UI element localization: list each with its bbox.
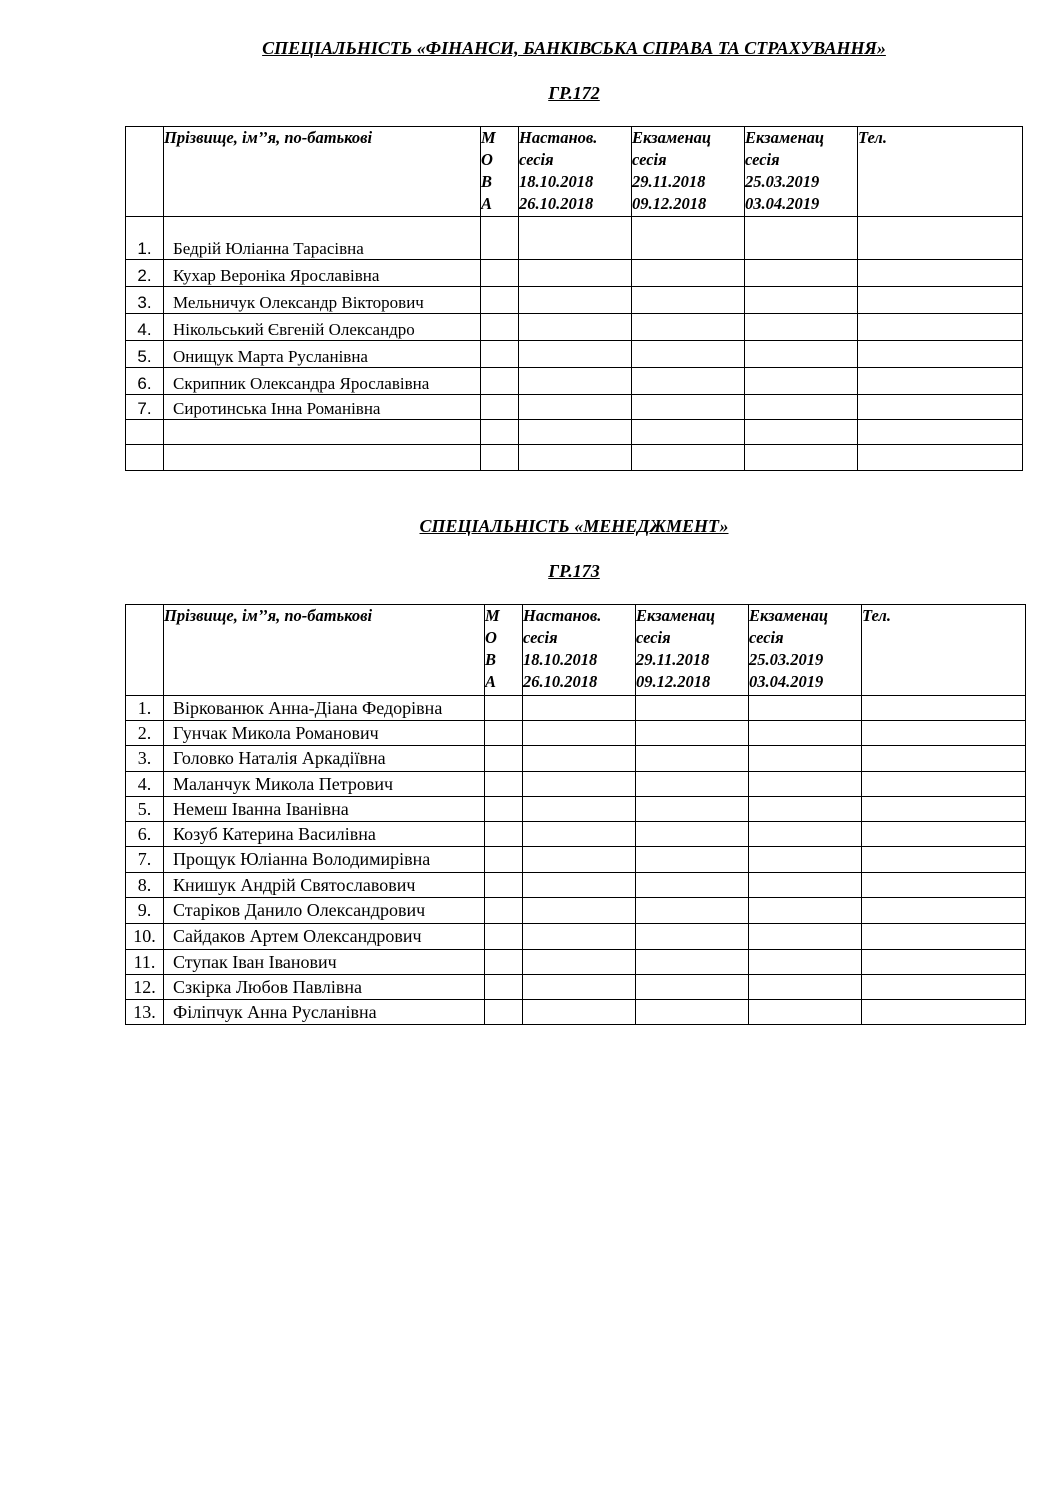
- language-column-header: [485, 605, 523, 696]
- table-row: [126, 822, 1026, 847]
- table-row: [126, 772, 1026, 797]
- row-number: 4.: [126, 314, 164, 341]
- phone-cell: [862, 772, 1026, 797]
- student-name: Головко Наталія Аркадіївна: [164, 746, 485, 772]
- exam-session-1-header: [632, 127, 745, 217]
- table-row: [126, 314, 1023, 341]
- header-line: В: [481, 172, 493, 191]
- table-row: [126, 217, 1023, 260]
- phone-cell: [862, 721, 1026, 746]
- group-172-table: [125, 126, 1023, 471]
- number-column-header: [126, 605, 164, 696]
- exam-session-2-cell: [749, 847, 862, 873]
- header-line: Екзаменац: [745, 128, 825, 147]
- student-name: [164, 420, 481, 445]
- table-row: [126, 1000, 1026, 1025]
- phone-cell: [862, 975, 1026, 1000]
- exam-session-1-cell: [632, 341, 745, 368]
- header-line: Екзаменац: [632, 128, 712, 147]
- language-cell: [485, 924, 523, 950]
- exam-session-2-cell: [745, 287, 858, 314]
- language-cell: [485, 975, 523, 1000]
- language-cell: [481, 368, 519, 395]
- row-number: 1.: [126, 217, 164, 260]
- language-column-header: [481, 127, 519, 217]
- language-cell: [481, 420, 519, 445]
- orientation-session-cell: [519, 445, 632, 471]
- exam-session-2-cell: [749, 924, 862, 950]
- exam-session-1-cell: [636, 950, 749, 975]
- table-row: [126, 445, 1023, 471]
- orientation-session-cell: [519, 395, 632, 420]
- orientation-session-cell: [523, 873, 636, 898]
- row-number: [126, 420, 164, 445]
- exam-session-2-cell: [749, 975, 862, 1000]
- row-number: 4.: [126, 772, 164, 797]
- header-line: 25.03.2019: [749, 650, 824, 669]
- row-number: [126, 445, 164, 471]
- student-name: Сиротинська Інна Романівна: [164, 395, 481, 420]
- exam-session-1-cell: [632, 395, 745, 420]
- exam-session-2-cell: [745, 217, 858, 260]
- row-number: 3.: [126, 746, 164, 772]
- exam-session-1-cell: [632, 368, 745, 395]
- row-number: 6.: [126, 368, 164, 395]
- header-line: Екзаменац: [749, 606, 829, 625]
- exam-session-2-cell: [745, 260, 858, 287]
- row-number: 11.: [126, 950, 164, 975]
- group-173-table: [125, 604, 1026, 1025]
- header-line: Настанов.: [519, 128, 598, 147]
- exam-session-2-cell: [745, 445, 858, 471]
- exam-session-1-cell: [636, 1000, 749, 1025]
- phone-cell: [858, 445, 1023, 471]
- orientation-session-cell: [523, 696, 636, 721]
- phone-cell: [858, 217, 1023, 260]
- specialty-heading-management: СПЕЦІАЛЬНІСТЬ «МЕНЕДЖМЕНТ»: [419, 516, 729, 536]
- exam-session-1-cell: [636, 975, 749, 1000]
- header-line: сесія: [636, 628, 671, 647]
- exam-session-1-cell: [636, 822, 749, 847]
- row-number: 9.: [126, 898, 164, 924]
- name-column-header: Прізвище, ім’’я, по-батькові: [164, 127, 481, 217]
- language-cell: [485, 950, 523, 975]
- language-cell: [485, 797, 523, 822]
- orientation-session-cell: [523, 772, 636, 797]
- header-line: М: [481, 128, 496, 147]
- phone-cell: [862, 822, 1026, 847]
- exam-session-2-cell: [749, 822, 862, 847]
- header-line: сесія: [745, 150, 780, 169]
- student-name: Книшук Андрій Святославович: [164, 873, 485, 898]
- student-name: Скрипник Олександра Ярославівна: [164, 368, 481, 395]
- orientation-session-cell: [523, 797, 636, 822]
- orientation-session-cell: [519, 341, 632, 368]
- exam-session-2-cell: [749, 721, 862, 746]
- phone-cell: [862, 898, 1026, 924]
- student-name: Філіпчук Анна Русланівна: [164, 1000, 485, 1025]
- group-172-body: [126, 217, 1023, 471]
- exam-session-2-cell: [749, 746, 862, 772]
- header-line: сесія: [749, 628, 784, 647]
- table-row: [126, 873, 1026, 898]
- group-173-body: [126, 696, 1026, 1025]
- row-number: 13.: [126, 1000, 164, 1025]
- table-row: [126, 950, 1026, 975]
- phone-cell: [862, 924, 1026, 950]
- exam-session-2-cell: [745, 368, 858, 395]
- student-name: Старіков Данило Олександрович: [164, 898, 485, 924]
- exam-session-1-cell: [636, 847, 749, 873]
- orientation-session-cell: [523, 950, 636, 975]
- exam-session-2-cell: [749, 950, 862, 975]
- header-line: В: [485, 650, 497, 669]
- exam-session-1-cell: [636, 696, 749, 721]
- student-name: Кухар Вероніка Ярославівна: [164, 260, 481, 287]
- orientation-session-cell: [523, 924, 636, 950]
- phone-cell: [858, 368, 1023, 395]
- header-line: О: [481, 150, 493, 169]
- phone-cell: [858, 287, 1023, 314]
- table-row: [126, 975, 1026, 1000]
- table-row: [126, 898, 1026, 924]
- phone-cell: [858, 395, 1023, 420]
- orientation-session-cell: [519, 314, 632, 341]
- header-line: 25.03.2019: [745, 172, 820, 191]
- exam-session-2-cell: [745, 314, 858, 341]
- orientation-session-cell: [519, 420, 632, 445]
- language-cell: [485, 696, 523, 721]
- orientation-session-cell: [523, 898, 636, 924]
- orientation-session-cell: [519, 368, 632, 395]
- language-cell: [485, 721, 523, 746]
- exam-session-1-cell: [632, 420, 745, 445]
- language-cell: [485, 898, 523, 924]
- row-number: 1.: [126, 696, 164, 721]
- header-line: 18.10.2018: [519, 172, 594, 191]
- student-name: Козуб Катерина Василівна: [164, 822, 485, 847]
- table-row: [126, 847, 1026, 873]
- language-cell: [485, 746, 523, 772]
- row-number: 10.: [126, 924, 164, 950]
- exam-session-1-cell: [632, 287, 745, 314]
- row-number: 2.: [126, 721, 164, 746]
- row-number: 6.: [126, 822, 164, 847]
- exam-session-2-cell: [745, 420, 858, 445]
- table-row: [126, 746, 1026, 772]
- header-line: 03.04.2019: [745, 194, 820, 213]
- exam-session-1-cell: [636, 924, 749, 950]
- student-name: Віркованюк Анна-Діана Федорівна: [164, 696, 485, 721]
- exam-session-2-cell: [749, 898, 862, 924]
- header-line: М: [485, 606, 500, 625]
- phone-cell: [862, 1000, 1026, 1025]
- table-row: [126, 287, 1023, 314]
- row-number: 8.: [126, 873, 164, 898]
- student-name: Прощук Юліанна Володимирівна: [164, 847, 485, 873]
- header-line: 03.04.2019: [749, 672, 824, 691]
- student-name: [164, 445, 481, 471]
- phone-cell: [858, 314, 1023, 341]
- phone-cell: [862, 696, 1026, 721]
- student-name: Сайдаков Артем Олександрович: [164, 924, 485, 950]
- table-row: [126, 260, 1023, 287]
- orientation-session-cell: [523, 822, 636, 847]
- header-line: 29.11.2018: [636, 650, 710, 669]
- phone-cell: [858, 341, 1023, 368]
- language-cell: [481, 445, 519, 471]
- row-number: 12.: [126, 975, 164, 1000]
- orientation-session-cell: [523, 721, 636, 746]
- student-name: Бедрій Юліанна Тарасівна: [164, 217, 481, 260]
- orientation-session-cell: [523, 1000, 636, 1025]
- number-column-header: [126, 127, 164, 217]
- phone-cell: [862, 950, 1026, 975]
- header-line: О: [485, 628, 497, 647]
- phone-cell: [858, 260, 1023, 287]
- row-number: 7.: [126, 847, 164, 873]
- language-cell: [485, 1000, 523, 1025]
- specialty-heading-finance: СПЕЦІАЛЬНІСТЬ «ФІНАНСИ, БАНКІВСЬКА СПРАВА ТА СТРАХУВАННЯ»: [262, 38, 886, 58]
- row-number: 7.: [126, 395, 164, 420]
- orientation-session-cell: [523, 975, 636, 1000]
- table-header-row: [126, 127, 1023, 217]
- exam-session-1-cell: [636, 873, 749, 898]
- exam-session-1-cell: [636, 797, 749, 822]
- phone-cell: [858, 420, 1023, 445]
- table-row: [126, 924, 1026, 950]
- language-cell: [485, 772, 523, 797]
- language-cell: [481, 314, 519, 341]
- exam-session-2-header: [749, 605, 862, 696]
- table-row: [126, 395, 1023, 420]
- student-name: Онищук Марта Русланівна: [164, 341, 481, 368]
- exam-session-1-cell: [636, 746, 749, 772]
- phone-cell: [862, 746, 1026, 772]
- student-name: Нікольський Євгеній Олександро: [164, 314, 481, 341]
- header-line: А: [485, 672, 497, 691]
- exam-session-1-cell: [636, 898, 749, 924]
- table-row: [126, 341, 1023, 368]
- header-line: А: [481, 194, 493, 213]
- row-number: 5.: [126, 797, 164, 822]
- exam-session-2-header: [745, 127, 858, 217]
- orientation-session-cell: [523, 746, 636, 772]
- exam-session-2-cell: [749, 797, 862, 822]
- language-cell: [481, 260, 519, 287]
- header-line: 18.10.2018: [523, 650, 598, 669]
- orientation-session-cell: [519, 260, 632, 287]
- header-line: 09.12.2018: [636, 672, 711, 691]
- language-cell: [481, 341, 519, 368]
- language-cell: [485, 873, 523, 898]
- header-line: 29.11.2018: [632, 172, 706, 191]
- orientation-session-cell: [519, 217, 632, 260]
- orientation-session-header: [523, 605, 636, 696]
- header-line: Настанов.: [523, 606, 602, 625]
- row-number: 2.: [126, 260, 164, 287]
- exam-session-1-cell: [636, 721, 749, 746]
- table-row: [126, 696, 1026, 721]
- table-row: [126, 797, 1026, 822]
- header-line: 09.12.2018: [632, 194, 707, 213]
- phone-column-header: Тел.: [862, 605, 1026, 696]
- group-heading-173: ГР.173: [548, 561, 600, 581]
- header-line: 26.10.2018: [519, 194, 594, 213]
- exam-session-2-cell: [749, 1000, 862, 1025]
- student-name: Ступак Іван Іванович: [164, 950, 485, 975]
- row-number: 5.: [126, 341, 164, 368]
- orientation-session-cell: [523, 847, 636, 873]
- language-cell: [485, 822, 523, 847]
- exam-session-1-cell: [636, 772, 749, 797]
- student-name: Сзкірка Любов Павлівна: [164, 975, 485, 1000]
- row-number: 3.: [126, 287, 164, 314]
- name-column-header: Прізвище, ім’’я, по-батькові: [164, 605, 485, 696]
- exam-session-1-cell: [632, 260, 745, 287]
- header-line: Екзаменац: [636, 606, 716, 625]
- language-cell: [485, 847, 523, 873]
- header-line: сесія: [632, 150, 667, 169]
- exam-session-1-header: [636, 605, 749, 696]
- exam-session-1-cell: [632, 217, 745, 260]
- phone-cell: [862, 797, 1026, 822]
- exam-session-2-cell: [749, 696, 862, 721]
- table-header-row: [126, 605, 1026, 696]
- orientation-session-header: [519, 127, 632, 217]
- header-line: 26.10.2018: [523, 672, 598, 691]
- exam-session-1-cell: [632, 445, 745, 471]
- phone-cell: [862, 847, 1026, 873]
- table-row: [126, 368, 1023, 395]
- group-heading-172: ГР.172: [548, 83, 600, 103]
- exam-session-2-cell: [749, 772, 862, 797]
- language-cell: [481, 395, 519, 420]
- phone-cell: [862, 873, 1026, 898]
- header-line: сесія: [519, 150, 554, 169]
- phone-column-header: Тел.: [858, 127, 1023, 217]
- student-name: Немеш Іванна Іванівна: [164, 797, 485, 822]
- header-line: сесія: [523, 628, 558, 647]
- orientation-session-cell: [519, 287, 632, 314]
- table-row: [126, 420, 1023, 445]
- table-row: [126, 721, 1026, 746]
- exam-session-1-cell: [632, 314, 745, 341]
- student-name: Мельничук Олександр Вікторович: [164, 287, 481, 314]
- student-name: Маланчук Микола Петрович: [164, 772, 485, 797]
- exam-session-2-cell: [745, 341, 858, 368]
- language-cell: [481, 287, 519, 314]
- exam-session-2-cell: [749, 873, 862, 898]
- exam-session-2-cell: [745, 395, 858, 420]
- language-cell: [481, 217, 519, 260]
- student-name: Гунчак Микола Романович: [164, 721, 485, 746]
